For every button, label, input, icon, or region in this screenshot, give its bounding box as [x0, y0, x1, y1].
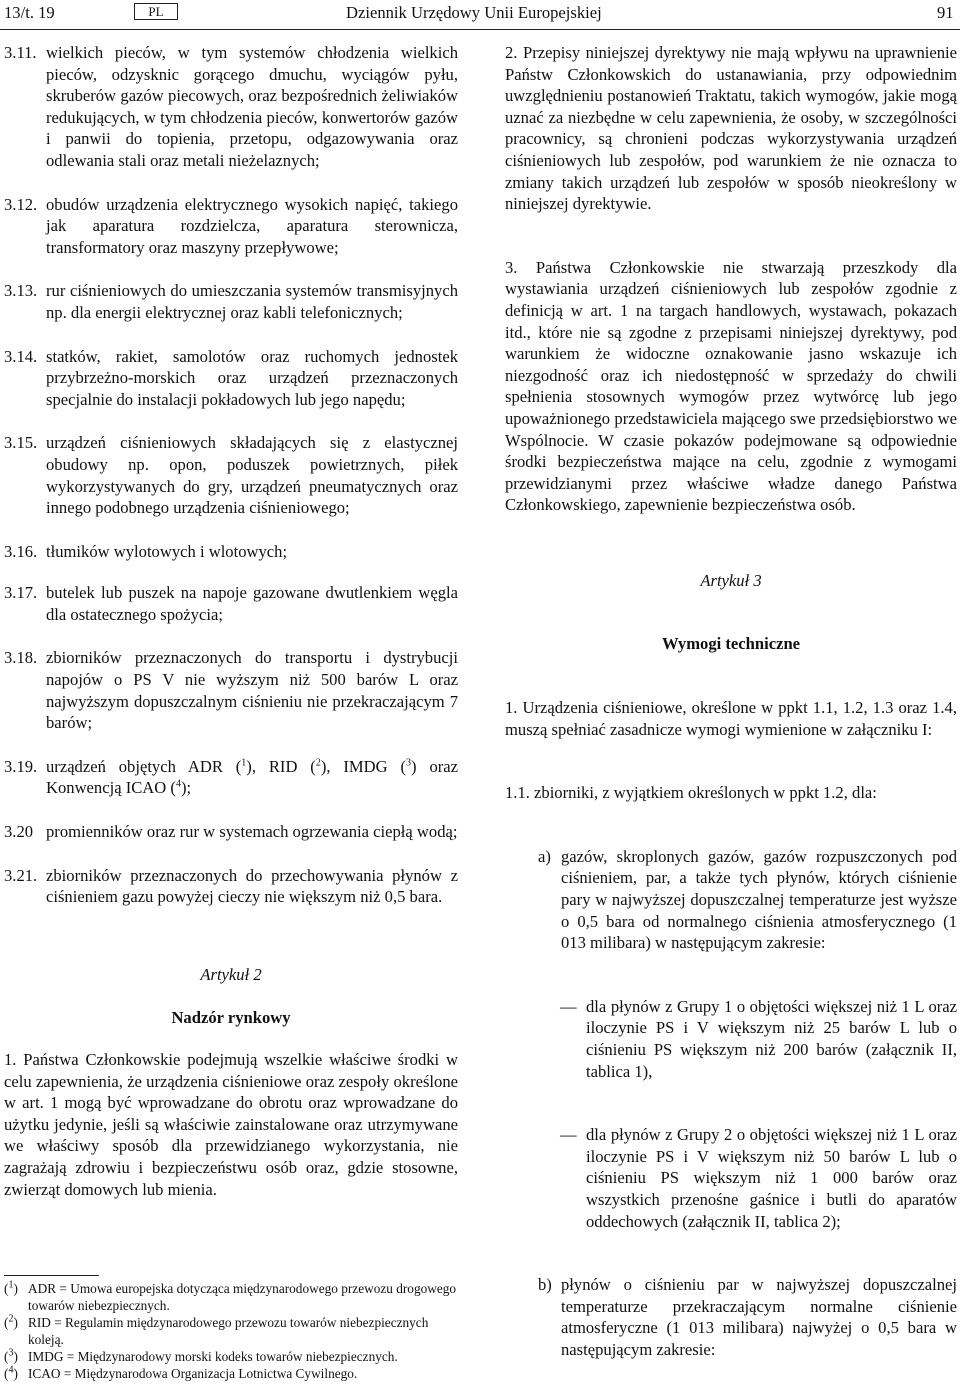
footnote: ($^2$) RID = Regulamin międzynarodowego przewozu towarów niebezpiecznych koleją.	[4, 1313, 429, 1347]
list-item	[4, 756, 458, 799]
item-number: 3.14.	[4, 346, 38, 366]
item-text: płynów o ciśnieniu par w najwyższej dopuszczalnej temperaturze przekraczającym normalne ciśnienie atmosferyczne (1 013 milibara) najwyżej o 0,5 bara w następującym zakresie:	[561, 1275, 957, 1359]
footnotes	[4, 1280, 458, 1382]
footnote-text: ADR = Umowa europejska dotycząca międzynarodowego przewozu drogowego towarów niebezpiecznych.	[28, 1281, 457, 1313]
journal-title: Dziennik Urzędowy Unii Europejskiej	[346, 3, 602, 22]
footnote-ref: 4	[175, 778, 181, 790]
item-text: obudów urządzenia elektrycznego wysokich napięć, takiego jak aparatura rozdzielcza, aparatura sterownicza, transformatory oraz maszyny przepływowe;	[46, 194, 458, 257]
footnote-ref: 1	[241, 757, 247, 769]
article-2-paragraph-1: 1. Państwa Członkowskie podejmują wszelkie właściwe środki w celu zapewnienia, że urządzenia ciśnieniowe oraz zespoły określone w art. 1 mogą być wprowadzane do obrotu oraz wprowadzane do użytku jedynie, jeśli są właściwie zainstalowane oraz utrzymywane we właściwy sposób dla przewidzianego wykorzystania, nie zagrażają zdrowiu i bezpieczeństwu osób oraz, gdzie stosowne, zwierząt domowych lub mienia.	[4, 1050, 458, 1199]
article-3-paragraph-1-1: 1.1. zbiorniki, z wyjątkiem określonych w ppkt 1.2, dla:	[505, 783, 877, 803]
item-number: 3.13.	[4, 281, 38, 301]
item-text: gazów, skroplonych gazów, gazów rozpuszczonych pod ciśnieniem, par, a także tych płynów, których ciśnienie pary w najwyższej dopuszczalnej temperaturze jest wyższe o 0,5 bara od normalnego ciśnienia atmosferycznego (1 013 milibara) w następującym zakresie:	[561, 846, 957, 953]
list-item	[4, 346, 458, 411]
item-text: urządzeń objętych ADR ($^1$), RID ($^2$), IMDG ($^3$) oraz Konwencją ICAO ($^4$);	[46, 756, 459, 798]
item-number: 3.19.	[4, 756, 38, 776]
item-number: 3.11.	[4, 43, 37, 62]
footnote: ($^4$) ICAO = Międzynarodowa Organizacja Lotnictwa Cywilnego.	[4, 1364, 358, 1381]
list-item-b	[505, 1274, 957, 1360]
item-text: butelek lub puszek na napoje gazowane dwutlenkiem węgla dla ostatecznego spożycia;	[46, 583, 458, 624]
article-2-title: Nadzór rynkowy	[171, 1008, 291, 1028]
item-text: urządzeń ciśnieniowych składających się z elastycznej obudowy np. opon, poduszek powietrznych, piłek wykorzystywanych do gry, urządzeń pneumatycznych oraz innego podobnego urządzenia ciśnieniowego;	[46, 433, 458, 518]
item-number: 3.12.	[4, 194, 38, 214]
list-item	[4, 194, 458, 259]
list-item	[4, 42, 458, 172]
item-text: tłumików wylotowych i wlotowych;	[46, 541, 288, 561]
header-rule	[0, 29, 960, 30]
right-column	[505, 42, 957, 1361]
item-number: 3.16.	[4, 541, 38, 561]
list-item-a	[505, 846, 957, 954]
item-number: 3.20	[4, 822, 34, 842]
item-text: zbiorników przeznaczonych do transportu i dystrybucji napojów o PS V nie wyższym niż 500 barów L oraz najwyższym dopuszczalnym ciśnieniu nie przekraczającym 7 barów;	[46, 648, 458, 733]
footnote-ref: 2	[315, 757, 321, 769]
article-2-paragraph-3: 3. Państwa Członkowskie nie stwarzają przeszkody dla wystawiania urządzeń ciśnieniowych lub zespołów zgodnie z definicją w art. 1 na targach handlowych, wystawach, pokazach itd., które nie są zgodne z przepisami niniejszej dyrektywy, pod warunkiem że widoczne oznakowanie jasno wskazuje ich niezgodność oraz ich niedostępność w sprzedaży do chwili spełnienia stosownych wymogów przez wytwórcę lub jego upoważnionego przedstawiciela mającego swe przedsiębiorstwo we Wspólnocie. W czasie pokazów podejmowane są odpowiednie środki bezpieczeństwa mające na celu, zgodnie z wymogami przewidzianymi przez właściwe władze danego Państwa Członkowskiego, zapewnienie bezpieczeństwa osób.	[505, 257, 957, 515]
language-badge: PL	[134, 3, 178, 20]
dash-symbol: —	[560, 996, 577, 1016]
dash-item	[505, 996, 957, 1082]
article-2-paragraph-2: 2. Przepisy niniejszej dyrektywy nie mają wpływu na uprawnienie Państw Członkowskich do ustanawiania, przy odpowiednim uwzględnieniu postanowień Traktatu, takich wymogów, jakie mogą uznać za niezbędne w celu zapewnienia, że osoby, w szczególności pracownicy, są chronieni podczas wykorzystywania urządzeń ciśnieniowych lub zespołów, pod warunkiem że nie oznacza to zmiany takich urządzeń lub zespołów w sposób nieokreślony w niniejszej dyrektywie.	[505, 43, 957, 214]
item-number: 3.21.	[4, 865, 38, 885]
list-item	[4, 541, 458, 563]
item-letter: a)	[538, 846, 551, 866]
item-text: wielkich pieców, w tym systemów chłodzenia wielkich pieców, odzysknic gorącego dmuchu, wyciągów pyłu, skruberów gazów piecowych, oraz bezpośrednich żeliwiaków redukujących, w tym chłodzenia pieców, konwertorów gazów i panwii do topienia, przetopu, odgazowywania oraz odlewania stali oraz metali nieżelaznych;	[46, 43, 458, 170]
item-text: promienników oraz rur w systemach ogrzewania ciepłą wodą;	[46, 822, 458, 842]
item-text: rur ciśnieniowych do umieszczania systemów transmisyjnych np. dla energii elektrycznej oraz kabli telefonicznych;	[46, 281, 458, 322]
footnote-ref: 3	[406, 757, 412, 769]
footnote-text: RID = Regulamin międzynarodowego przewozu towarów niebezpiecznych koleją.	[28, 1315, 429, 1347]
list-item	[4, 582, 458, 625]
item-text: dla płynów z Grupy 2 o objętości większej niż 1 L oraz iloczynie PS i V większym niż 50 barów L lub o ciśnieniu PS większym niż 1 000 barów oraz wszystkich przenośne gaśnice i butli do aparatów oddechowych (załącznik II, tablica 2);	[586, 1125, 957, 1231]
footnote-rule	[4, 1275, 99, 1276]
list-item	[4, 821, 458, 843]
list-item	[4, 280, 458, 323]
item-text: zbiorników przeznaczonych do przechowywania płynów z ciśnieniem gazu powyżej cieczy nie większym niż 0,5 bara.	[46, 865, 458, 907]
list-item	[4, 647, 458, 733]
article-2-label: Artykuł 2	[200, 964, 262, 984]
footnote-text: IMDG = Międzynarodowy morski kodeks towarów niebezpiecznych.	[28, 1349, 398, 1364]
article-3-title: Wymogi techniczne	[661, 634, 801, 654]
item-text: dla płynów z Grupy 1 o objętości większej niż 1 L oraz iloczynie PS i V większym niż 25 barów L lub o ciśnieniu PS większym niż 200 barów (załącznik II, tablica 1),	[586, 996, 957, 1081]
article-3-label: Artykuł 3	[700, 570, 762, 590]
item-number: 3.17.	[4, 583, 38, 603]
list-item	[4, 865, 458, 908]
item-number: 3.18.	[4, 648, 38, 668]
footnote: ($^3$) IMDG = Międzynarodowy morski kodeks towarów niebezpiecznych.	[4, 1347, 398, 1364]
left-column	[4, 42, 458, 1200]
article-3-paragraph-1: 1. Urządzenia ciśnieniowe, określone w ppkt 1.1, 1.2, 1.3 oraz 1.4, muszą spełniać zasadnicze wymogi wymienione w załączniku I:	[505, 698, 957, 739]
footnote: ($^1$) ADR = Umowa europejska dotycząca międzynarodowego przewozu drogowego towarów niebezpiecznych.	[4, 1279, 457, 1313]
footnote-text: ICAO = Międzynarodowa Organizacja Lotnictwa Cywilnego.	[28, 1366, 358, 1381]
dash-item	[505, 1124, 957, 1232]
page-header	[0, 0, 960, 30]
item-letter: b)	[538, 1275, 552, 1295]
page-number: 91	[937, 3, 954, 22]
item-text: statków, rakiet, samolotów oraz ruchomych jednostek przybrzeżno-morskich oraz urządzeń przeznaczonych specjalnie do instalacji pokładowych lub jego napędu;	[46, 346, 458, 409]
page-reference: 13/t. 19	[4, 3, 55, 22]
item-number: 3.15.	[4, 433, 38, 453]
list-item	[4, 432, 458, 518]
dash-symbol: —	[560, 1125, 577, 1145]
